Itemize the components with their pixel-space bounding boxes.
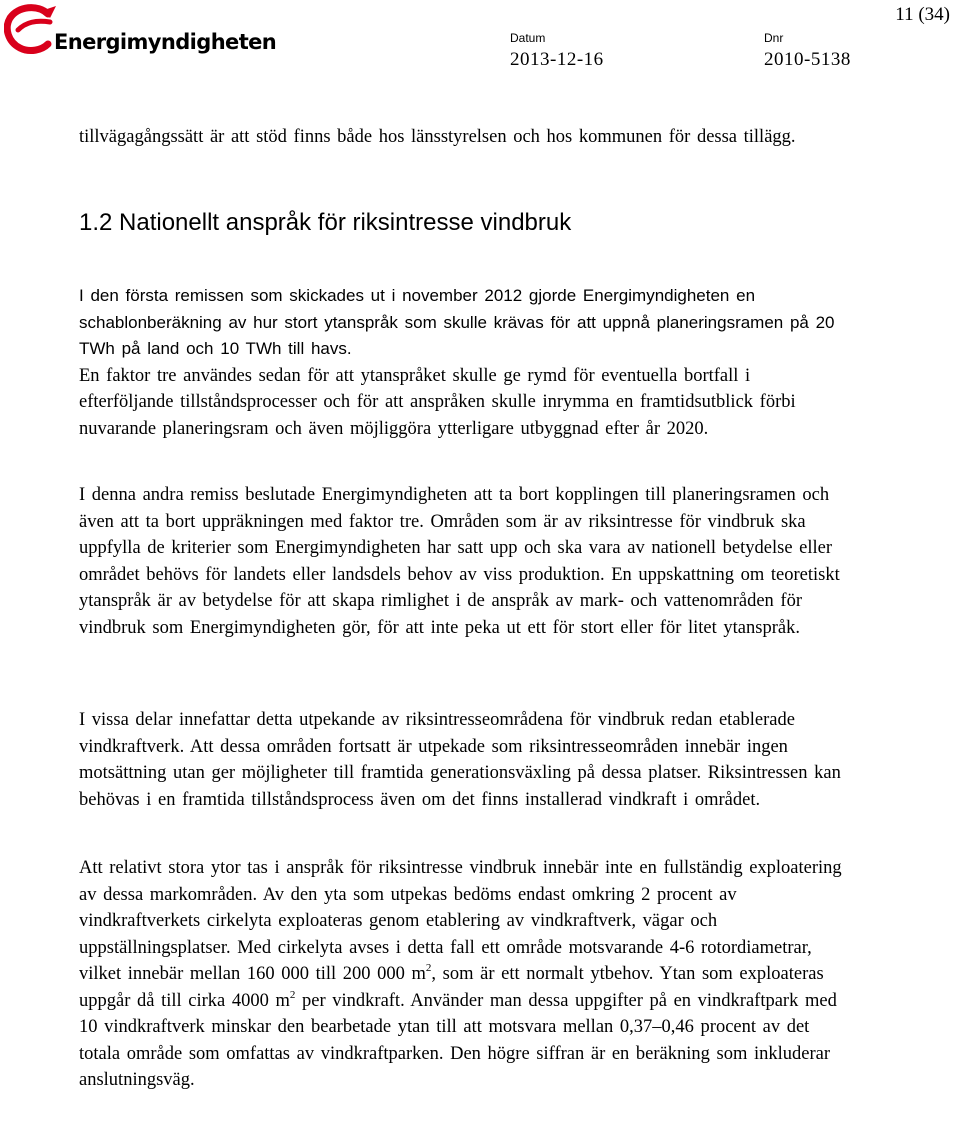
date-value: 2013-12-16 (510, 49, 604, 70)
paragraph-4-part-2: , som är ett normalt ytbehov. Ytan som exploateras uppgår då till cirka 4000 m (79, 964, 824, 1011)
superscript-2: 2 (289, 988, 296, 1001)
dnr-label: Dnr (764, 31, 784, 45)
paragraph-3: I vissa delar innefattar detta utpekande av riksintresseområdena för vindbruk redan etablerade vindkraftverk. Att dessa områden fortsatt är utpekade som riksintresseområden innebär ingen motsättning utan ger möjligheter till framtida generationsväxling på dessa platser. Riksintressen kan behövas i en framtida tillståndsprocess även om det finns installerad vindkraft i området. (79, 710, 841, 810)
section-heading: 1.2 Nationellt anspråk för riksintresse vindbruk (79, 209, 572, 236)
intro-paragraph: tillvägagångssätt är att stöd finns både hos länsstyrelsen och hos kommunen för dessa tillägg. (79, 127, 796, 147)
paragraph-1-serif-text: En faktor tre användes sedan för att ytanspråket skulle ge rymd för eventuella bortfall i efterföljande tillståndsprocesser och för att anspråken skulle inrymma en framtidsutblick förbi nuvarande planeringsram och även möjliggöra ytterligare utbyggnad efter år 2020. (79, 365, 796, 439)
superscript-2: 2 (425, 962, 432, 974)
logo-text: Energimyndigheten (54, 30, 277, 54)
energimyndigheten-logo (4, 4, 277, 56)
paragraph-4-part-3: per vindkraft. Använder man dessa uppgifter på en vindkraftpark med 10 vindkraftverk minskar den bearbetade ytan till att motsvara mellan 0,37–0,46 procent av det totala område som omfattas av vindkraftparken. Den högre siffran är en beräkning som inkluderar anslutningsväg. (79, 990, 837, 1090)
page-number: 11 (34) (895, 4, 950, 25)
dnr-value: 2010-5138 (764, 49, 851, 70)
logo-swoosh-icon (4, 4, 60, 56)
date-label: Datum (510, 31, 546, 45)
paragraph-4 (79, 855, 849, 1094)
paragraph-1 (79, 283, 849, 442)
paragraph-1-sans-text: I den första remissen som skickades ut i november 2012 gjorde Energimyndigheten en schablonberäkning av hur stort ytanspråk som skulle krävas för att uppnå planeringsramen på 20 TWh på land och 10 TWh till havs. (79, 286, 835, 358)
paragraph-2: I denna andra remiss beslutade Energimyndigheten att ta bort kopplingen till planeringsramen och även att ta bort uppräkningen med faktor tre. Områden som är av riksintresse för vindbruk ska uppfylla de kriterier som Energimyndigheten har satt upp och ska vara av nationell betydelse eller området behövs för landets eller landsdels behov av viss produktion. En uppskattning om teoretiskt ytanspråk är av betydelse för att skapa rimlighet i de anspråk av mark- och vattenområden för vindbruk som Energimyndigheten gör, för att inte peka ut ett för stort eller för litet ytanspråk. (79, 485, 840, 638)
paragraph-4-part-1: Att relativt stora ytor tas i anspråk för riksintresse vindbruk innebär inte en fullständig exploatering av dessa markområden. Av den yta som utpekas bedöms endast omkring 2 procent av vindkraftverkets cirkelyta exploateras genom etablering av vindkraftverk, vägar och uppställningsplatser. Med cirkelyta avses i detta fall ett område motsvarande 4-6 rotordiametrar, vilket innebär mellan 160 000 till 200 000 m (79, 858, 842, 984)
